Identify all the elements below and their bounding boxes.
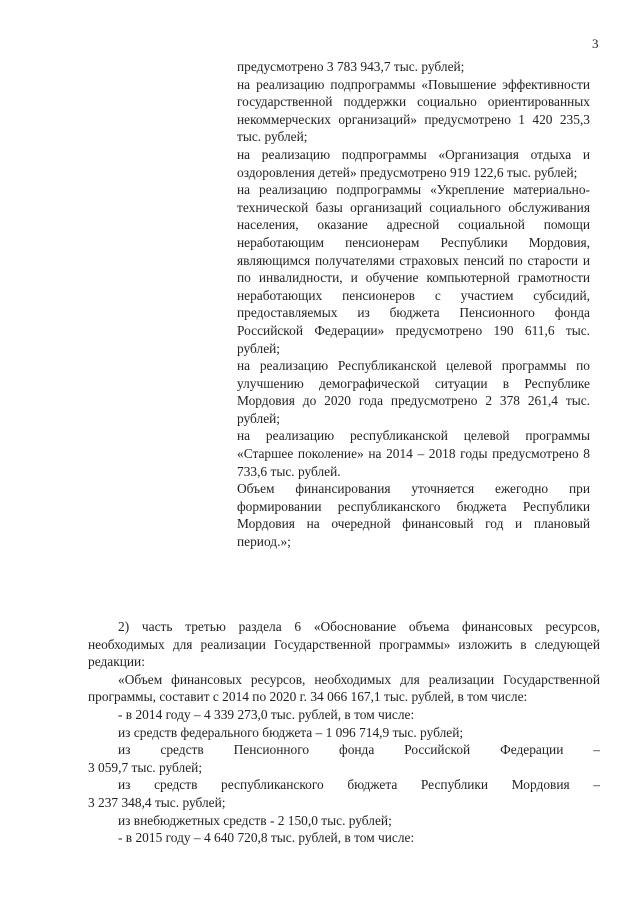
funding-total-paragraph: «Объем финансовых ресурсов, необходимых для реализации Государственной программы, составит с 2014 по 2020 г. 34 066 167,1 тыс. рублей, в том числе:: [88, 671, 600, 705]
funding-line: 3 237 348,4 тыс. рублей;: [88, 794, 226, 810]
column-paragraph: на реализацию Республиканской целевой программы по улучшению демографической ситуации в Республике Мордовия до 2020 года предусмотрено 2 378 261,4 тыс. рублей;: [237, 358, 590, 426]
funding-line: из средств Пенсионного фонда Российской Федерации –: [118, 742, 600, 758]
funding-line: из внебюджетных средств - 2 150,0 тыс. рублей;: [118, 812, 392, 828]
funding-line: - в 2015 году – 4 640 720,8 тыс. рублей, в том числе:: [118, 830, 415, 846]
column-paragraph: предусмотрено 3 783 943,7 тыс. рублей;: [237, 59, 465, 74]
column-paragraph: на реализацию подпрограммы «Организация отдыха и оздоровления детей» предусмотрено 919 122,6 тыс. рублей;: [237, 146, 590, 180]
funding-line: из средств республиканского бюджета Республики Мордовия –: [118, 777, 600, 793]
funding-line: из средств федерального бюджета – 1 096 714,9 тыс. рублей;: [118, 724, 464, 740]
funding-line: - в 2014 году – 4 339 273,0 тыс. рублей, в том числе:: [118, 706, 415, 722]
amendment-section: [88, 618, 600, 847]
column-paragraph: на реализацию подпрограммы «Укрепление материально-технической базы организаций социального обслуживания населения, оказание адресной социальной помощи неработающим пенсионерам Республики Мордовия, являющимся получателями страховых пенсий по старости и по инвалидности, и обучение компьютерной грамотности неработающих пенсионеров с участием субсидий, предоставляемых из бюджета Пенсионного фонда Российской Федерации» предусмотрено 190 611,6 тыс. рублей;: [237, 182, 590, 356]
column-paragraph: на реализацию подпрограммы «Повышение эффективности государственной поддержки социально ориентированных некоммерческих организаций» предусмотрено 1 420 235,3 тыс. рублей;: [237, 76, 590, 145]
funding-line: 3 059,7 тыс. рублей;: [88, 759, 203, 775]
column-paragraph: на реализацию республиканской целевой программы «Старшее поколение» на 2014 – 2018 годы предусмотрено 8 733,6 тыс. рублей.: [237, 428, 590, 479]
budget-allocation-column: [237, 58, 590, 551]
page-number: 3: [592, 36, 599, 51]
column-paragraph: Объем финансирования уточняется ежегодно при формировании республиканского бюджета Республики Мордовия на очередной финансовый год и плановый период.»;: [237, 481, 590, 550]
amendment-intro: 2) часть третью раздела 6 «Обоснование объема финансовых ресурсов, необходимых для реализации Государственной программы» изложить в следующей редакции:: [88, 619, 600, 670]
